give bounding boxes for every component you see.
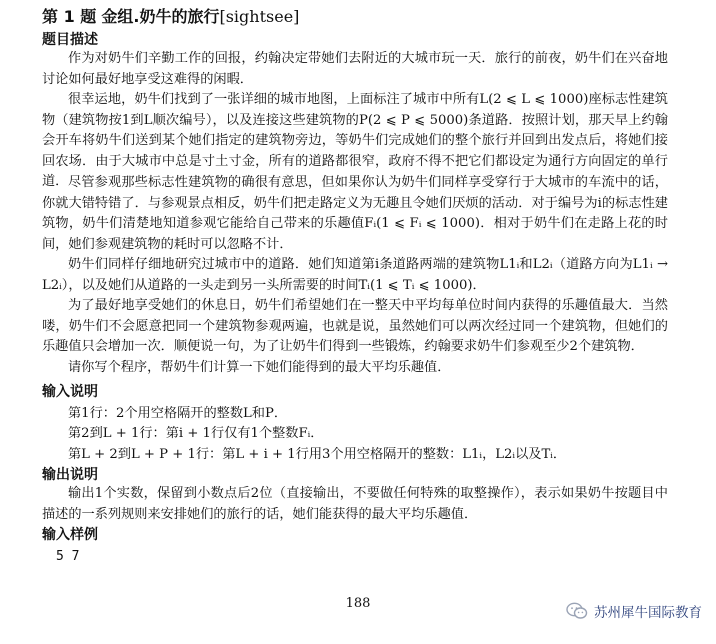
wechat-icon: [566, 602, 588, 620]
description-paragraph: 为了最好地享受她们的休息日，奶牛们希望她们在一整天中平均每单位时间内获得的乐趣值最大．当然喽，奶牛们不会愿意把同一个建筑物参观两遍，也就是说，虽然她们可以两次经过同一个建筑物，但她们的乐趣值只会增加一次．顺便说一句，为了让奶牛们得到一些锻炼，约翰要求奶牛们参观至少2个建筑物．: [42, 298, 668, 355]
problem-title: [42, 4, 299, 27]
section-description-heading: 题目描述: [42, 32, 98, 48]
input-line: 第2到L + 1行：第i + 1行仅有1个整数Fᵢ．: [68, 426, 324, 441]
input-line: 第1行：2个用空格隔开的整数L和P．: [68, 406, 288, 421]
section-sample-input-heading: 输入样例: [42, 527, 98, 543]
page-number: 188: [345, 596, 371, 611]
description-paragraph: 奶牛们同样仔细地研究过城市中的道路．她们知道第i条道路两端的建筑物L1ᵢ和L2ᵢ（道路方向为L1ᵢ → L2ᵢ），以及她们从道路的一头走到另一头所需要的时间Tᵢ(1 ⩽ Tᵢ ⩽ 1000)．: [42, 257, 668, 293]
section-input-heading: 输入说明: [42, 384, 98, 400]
problem-number: 第 1 题: [42, 7, 97, 26]
description-paragraph: 作为对奶牛们辛勤工作的回报，约翰决定带她们去附近的大城市玩一天．旅行的前夜，奶牛们在兴奋地讨论如何最好地享受这难得的闲暇．: [42, 51, 668, 87]
input-line: 第L + 2到L + P + 1行：第L + i + 1行用3个用空格隔开的整数：L1ᵢ，L2ᵢ以及Tᵢ．: [68, 447, 567, 462]
watermark-text: 苏州犀牛国际教育: [594, 605, 702, 621]
problem-file: [sightsee]: [219, 7, 300, 26]
section-output-heading: 输出说明: [42, 467, 98, 483]
problem-name: 金组.奶牛的旅行: [101, 7, 220, 26]
description-paragraph: 请你写个程序，帮奶牛们计算一下她们能得到的最大平均乐趣值．: [68, 360, 451, 375]
output-paragraph: 输出1个实数，保留到小数点后2位（直接输出，不要做任何特殊的取整操作），表示如果奶牛按题目中描述的一系列规则来安排她们的旅行的话，她们能获得的最大平均乐趣值．: [42, 486, 668, 522]
watermark: [566, 600, 702, 622]
description-paragraph: 很幸运地，奶牛们找到了一张详细的城市地图，上面标注了城市中所有L(2 ⩽ L ⩽ 1000)座标志性建筑物（建筑物按1到L顺次编号），以及连接这些建筑物的P(2 ⩽ P ⩽ 5000)条道路．按照计划，那天早上约翰会开车将奶牛们送到某个她们指定的建筑物旁边，等奶牛们完成她们的整个旅行并回到出发点后，将她们接回农场．由于大城市中总是寸土寸金，所有的道路都很窄，政府不得不把它们都设定为通行方向固定的单行道．: [42, 92, 668, 190]
description-paragraph: 尽管参观那些标志性建筑物的确很有意思，但如果你认为奶牛们同样享受穿行于大城市的车流中的话，你就大错特错了．与参观景点相反，奶牛们把走路定义为无趣且令她们厌烦的活动．对于编号为i的标志性建筑物，奶牛们清楚地知道参观它能给自己带来的乐趣值Fᵢ(1 ⩽ Fᵢ ⩽ 1000)．相对于奶牛们在走路上花的时间，她们参观建筑物的耗时可以忽略不计．: [42, 175, 668, 252]
sample-input-text: 5 7: [56, 549, 80, 564]
